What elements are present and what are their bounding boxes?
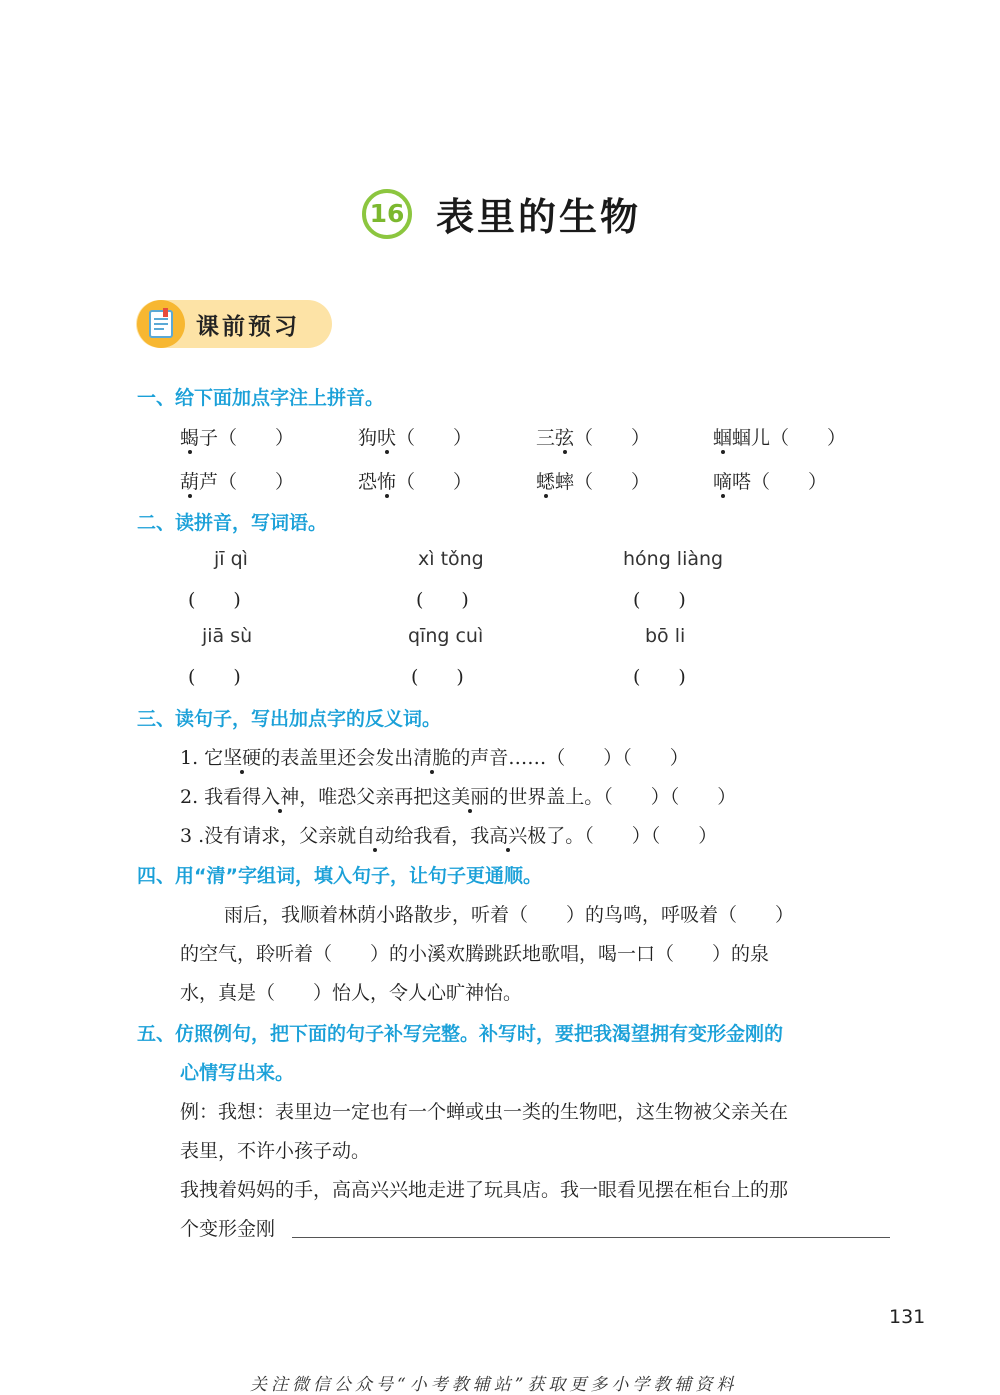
page-number: 131 <box>889 1306 926 1328</box>
pinyin-prompt: jiā sù <box>202 625 253 647</box>
sentence-2: 2. 我看得入神，唯恐父亲再把这美丽的世界盖上。（ ）（ ） <box>180 782 736 809</box>
pinyin-prompt: jī qì <box>214 548 248 570</box>
section1-item: 蟋蟀（ ） <box>536 467 650 494</box>
paragraph-line: 的空气，聆听着（ ）的小溪欢腾跳跃地歌唱，喝一口（ ）的泉 <box>180 943 770 965</box>
footer-note: 关注微信公众号“小考教辅站”获取更多小学教辅资料 <box>250 1375 738 1395</box>
answer-line[interactable] <box>292 1237 890 1238</box>
section1-item: 蝈蝈儿（ ） <box>713 423 846 450</box>
pinyin-prompt: hóng liàng <box>623 548 724 570</box>
pinyin-prompt: xì tǒng <box>418 548 484 570</box>
section1-item: 恐怖（ ） <box>358 467 472 494</box>
example-line: 例：我想：表里边一定也有一个蝉或虫一类的生物吧，这生物被父亲关在 <box>180 1101 789 1123</box>
section1-item: 三弦（ ） <box>536 423 650 450</box>
section1-item: 葫芦（ ） <box>180 467 294 494</box>
pinyin-prompt: qīng cuì <box>408 625 484 647</box>
lesson-header <box>362 186 641 241</box>
section1-item: 嘀嗒（ ） <box>713 467 827 494</box>
sentence-3: 3 .没有请求，父亲就自动给我看，我高兴极了。（ ）（ ） <box>180 821 717 848</box>
paragraph-line: 水，真是（ ）怡人，令人心旷神怡。 <box>180 982 523 1004</box>
example-line: 表里，不许小孩子动。 <box>180 1140 371 1162</box>
section4-heading: 四、用“清”字组词，填入句子，让句子更通顺。 <box>137 865 542 887</box>
answer-blank: ( ) <box>633 666 686 688</box>
answer-blank: ( ) <box>411 666 464 688</box>
answer-blank: ( ) <box>633 589 686 611</box>
section1-item: 蝎子（ ） <box>180 423 294 450</box>
section1-heading: 一、给下面加点字注上拼音。 <box>137 387 385 409</box>
preview-badge <box>136 300 332 348</box>
book-icon <box>137 300 185 348</box>
section2-heading: 二、读拼音，写词语。 <box>137 512 328 534</box>
badge-label: 课前预习 <box>196 314 300 340</box>
section5-heading-cont: 心情写出来。 <box>180 1062 295 1084</box>
pinyin-prompt: bō li <box>645 625 686 647</box>
lesson-title: 表里的生物 <box>436 195 642 239</box>
lesson-number-badge: 16 <box>362 189 412 239</box>
task-line: 我拽着妈妈的手，高高兴兴地走进了玩具店。我一眼看见摆在柜台上的那 <box>180 1179 789 1201</box>
section3-heading: 三、读句子，写出加点字的反义词。 <box>137 708 442 730</box>
answer-blank: ( ) <box>416 589 469 611</box>
answer-blank: ( ) <box>188 589 241 611</box>
section5-heading: 五、仿照例句，把下面的句子补写完整。补写时，要把我渴望拥有变形金刚的 <box>137 1023 784 1045</box>
sentence-1: 1. 它坚硬的表盖里还会发出清脆的声音……（ ）（ ） <box>180 743 689 770</box>
answer-blank: ( ) <box>188 666 241 688</box>
paragraph-line: 雨后，我顺着林荫小路散步，听着（ ）的鸟鸣，呼吸着（ ） <box>224 904 795 926</box>
section1-item: 狗吠（ ） <box>358 423 472 450</box>
task-line: 个变形金刚 <box>180 1218 276 1240</box>
